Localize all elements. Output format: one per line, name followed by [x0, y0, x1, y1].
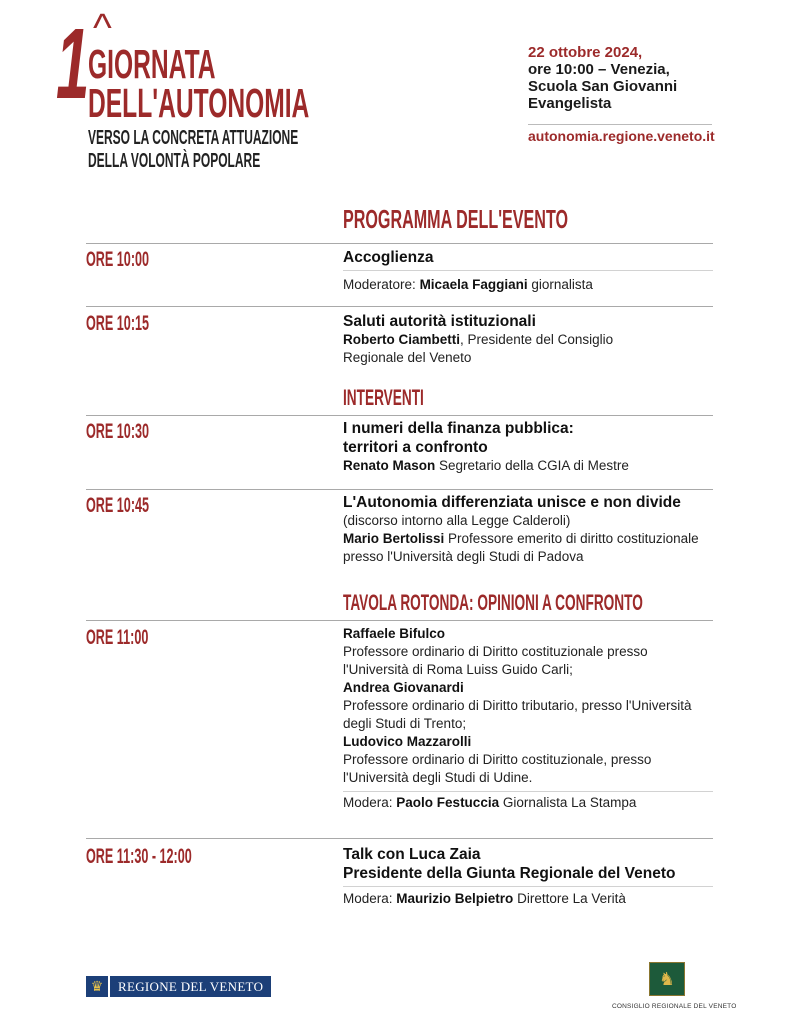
speaker-line — [343, 331, 718, 349]
event-time-place: ore 10:00 – Venezia, — [528, 61, 670, 78]
subtitle-line2: DELLA VOLONTÀ POPOLARE — [88, 150, 261, 172]
divider — [86, 620, 713, 621]
slot-title: Accoglienza — [343, 249, 434, 266]
website-divider — [528, 124, 712, 125]
regione-veneto-logo-text: REGIONE DEL VENETO — [110, 976, 271, 997]
slot-item — [343, 419, 718, 475]
slot-title: Saluti autorità istituzionali — [343, 313, 536, 330]
divider — [86, 415, 713, 416]
moderator-name: Micaela Faggiani — [419, 277, 528, 292]
event-date: 22 ottobre 2024, — [528, 44, 643, 61]
regione-veneto-logo — [86, 976, 271, 997]
speaker-role-line2: Regionale del Veneto — [343, 350, 472, 365]
slot-time: ORE 11:30 - 12:00 — [86, 845, 192, 868]
event-info — [528, 44, 778, 112]
speaker-name: Renato Mason — [343, 458, 436, 473]
event-venue-line1: Scuola San Giovanni — [528, 78, 678, 95]
consiglio-regionale-logo-text: CONSIGLIO REGIONALE DEL VENETO — [612, 1003, 737, 1010]
panelist-name — [343, 625, 718, 643]
slot-title: L'Autonomia differenziata unisce e non divide — [343, 494, 681, 511]
moderator-line — [343, 890, 626, 908]
panelist-role: l'Università di Roma Luiss Guido Carli; — [343, 662, 573, 677]
slot-title-line1: Talk con Luca Zaia — [343, 846, 481, 863]
slot-time: ORE 11:00 — [86, 626, 149, 649]
subtitle-line1: VERSO LA CONCRETA ATTUAZIONE — [88, 127, 299, 149]
program-title: PROGRAMMA DELL'EVENTO — [343, 204, 569, 234]
divider — [86, 489, 713, 490]
slot-item — [343, 493, 718, 566]
tavola-title: TAVOLA ROTONDA: OPINIONI A CONFRONTO — [343, 590, 643, 615]
slot-title-line1: I numeri della finanza pubblica: — [343, 420, 574, 437]
speaker-name: Roberto Ciambetti — [343, 332, 461, 347]
moderator-line — [343, 276, 593, 294]
slot-time: ORE 10:45 — [86, 494, 150, 517]
slot-time: ORE 10:30 — [86, 420, 150, 443]
panelist-role: Professore ordinario di Diritto costituzionale presso — [343, 644, 648, 659]
divider — [86, 838, 713, 839]
title-line1: GIORNATA — [88, 41, 216, 87]
moderator-line — [343, 794, 636, 812]
moderator-name: Paolo Festuccia — [396, 795, 500, 810]
moderator-label: Modera: — [343, 891, 393, 906]
moderator-label: Modera: — [343, 795, 393, 810]
panelist-role: degli Studi di Trento; — [343, 716, 467, 731]
slot-item — [343, 312, 718, 367]
moderator-label: Moderatore: — [343, 277, 416, 292]
slot-item — [343, 248, 718, 267]
slot-title-line2: Presidente della Giunta Regionale del Veneto — [343, 865, 676, 882]
panelist-name-text: Raffaele Bifulco — [343, 626, 446, 641]
divider — [86, 243, 713, 244]
slot-title-line2: territori a confronto — [343, 439, 488, 456]
speaker-role: Professore emerito di diritto costituzionale — [448, 531, 699, 546]
slot-time: ORE 10:15 — [86, 312, 150, 335]
slot-note: (discorso intorno alla Legge Calderoli) — [343, 513, 571, 528]
sub-divider — [343, 886, 713, 887]
ordinal-mark: ^ — [93, 6, 112, 50]
moderator-role: giornalista — [531, 277, 593, 292]
speaker-line — [343, 457, 718, 475]
panelist-role: Professore ordinario di Diritto tributario, presso l'Università — [343, 698, 692, 713]
website-link[interactable]: autonomia.regione.veneto.it — [528, 128, 715, 144]
moderator-role: Direttore La Verità — [517, 891, 626, 906]
sub-divider — [343, 270, 713, 271]
speaker-role: Segretario della CGIA di Mestre — [439, 458, 629, 473]
sub-divider — [343, 791, 713, 792]
panelist-name-text: Andrea Giovanardi — [343, 680, 464, 695]
panelist-role: Professore ordinario di Diritto costituzionale, presso — [343, 752, 652, 767]
title-line2: DELL'AUTONOMIA — [88, 80, 310, 126]
lion-icon: ♛ — [86, 976, 108, 997]
ordinal-number: 1 — [56, 8, 90, 120]
panelist-name-text: Ludovico Mazzarolli — [343, 734, 472, 749]
divider — [86, 306, 713, 307]
speaker-line — [343, 530, 718, 548]
lion-emblem-icon: ♞ — [649, 962, 685, 996]
speaker-role: , Presidente del Consiglio — [460, 332, 614, 347]
moderator-role: Giornalista La Stampa — [502, 795, 637, 810]
slot-time: ORE 10:00 — [86, 248, 150, 271]
event-venue-line2: Evangelista — [528, 95, 612, 112]
speaker-role-line2: presso l'Università degli Studi di Padova — [343, 549, 584, 564]
interventi-title: INTERVENTI — [343, 385, 424, 410]
slot-item — [343, 845, 718, 883]
speaker-name: Mario Bertolissi — [343, 531, 445, 546]
moderator-name: Maurizio Belpietro — [396, 891, 514, 906]
consiglio-regionale-logo — [612, 962, 737, 1011]
slot-item — [343, 625, 718, 787]
panelist-role: l'Università degli Studi di Udine. — [343, 770, 533, 785]
panelist-name — [343, 679, 718, 697]
panelist-name — [343, 733, 718, 751]
